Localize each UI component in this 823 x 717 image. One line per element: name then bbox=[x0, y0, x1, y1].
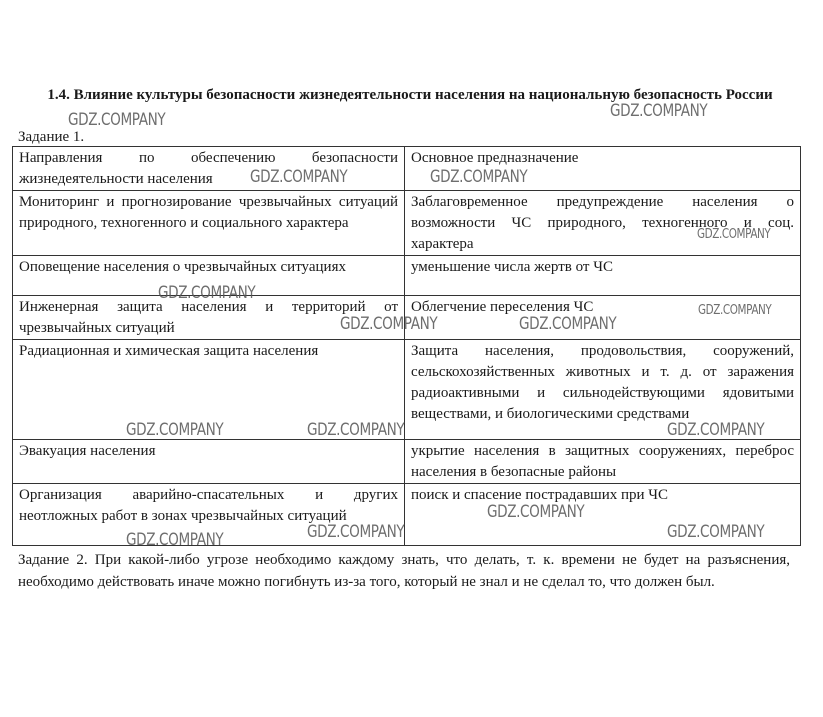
watermark: GDZ.COMPANY bbox=[307, 522, 405, 542]
purpose-cell: Основное предназначение bbox=[405, 147, 801, 191]
table-row bbox=[13, 191, 801, 256]
direction-cell: Мониторинг и прогнозирование чрезвычайных ситуаций природного, техногенного и социального характера bbox=[13, 191, 405, 256]
watermark: GDZ.COMPANY bbox=[698, 303, 772, 318]
direction-cell: Организация аварийно-спасательных и других неотложных работ в зонах чрезвычайных ситуаций bbox=[13, 484, 405, 546]
watermark: GDZ.COMPANY bbox=[667, 522, 765, 542]
section-heading: 1.4. Влияние культуры безопасности жизнедеятельности населения на национальную безопасность России bbox=[47, 87, 773, 103]
purpose-cell: Защита населения, продовольствия, сооружений, сельскохозяйственных животных и т. д. от заражения радиоактивными и сильнодействующими ядовитыми веществами, и биологическими средствами bbox=[405, 340, 801, 440]
table-row bbox=[13, 440, 801, 484]
direction-cell: Оповещение населения о чрезвычайных ситуациях bbox=[13, 256, 405, 296]
watermark: GDZ.COMPANY bbox=[68, 110, 166, 130]
watermark: GDZ.COMPANY bbox=[126, 530, 224, 550]
table-row bbox=[13, 147, 801, 191]
purpose-cell: уменьшение числа жертв от ЧС bbox=[405, 256, 801, 296]
purpose-cell: поиск и спасение пострадавших при ЧС bbox=[405, 484, 801, 546]
watermark: GDZ.COMPANY bbox=[340, 314, 438, 334]
watermark: GDZ.COMPANY bbox=[126, 420, 224, 440]
direction-cell: Направления по обеспечению безопасности жизнедеятельности населения bbox=[13, 147, 405, 191]
safety-directions-table bbox=[12, 146, 801, 546]
task1-label: Задание 1. bbox=[18, 129, 85, 145]
watermark: GDZ.COMPANY bbox=[519, 314, 617, 334]
purpose-cell: укрытие населения в защитных сооружениях, переброс населения в безопасные районы bbox=[405, 440, 801, 484]
watermark: GDZ.COMPANY bbox=[487, 502, 585, 522]
watermark: GDZ.COMPANY bbox=[610, 101, 708, 121]
watermark: GDZ.COMPANY bbox=[430, 167, 528, 187]
watermark: GDZ.COMPANY bbox=[307, 420, 405, 440]
table-row bbox=[13, 256, 801, 296]
watermark: GDZ.COMPANY bbox=[697, 227, 771, 242]
purpose-cell: Облегчение переселения ЧС bbox=[405, 296, 801, 340]
purpose-cell: Заблаговременное предупреждение населения о возможности ЧС природного, техногенного и соц. характера bbox=[405, 191, 801, 256]
watermark: GDZ.COMPANY bbox=[667, 420, 765, 440]
direction-cell: Инженерная защита населения и территорий от чрезвычайных ситуаций bbox=[13, 296, 405, 340]
watermark: GDZ.COMPANY bbox=[158, 283, 256, 303]
direction-cell: Радиационная и химическая защита населения bbox=[13, 340, 405, 440]
watermark: GDZ.COMPANY bbox=[250, 167, 348, 187]
task2-answer: Задание 2. При какой-либо угрозе необходимо каждому знать, что делать, т. к. времени не будет на разъяснения, необходимо действовать иначе можно погибнуть из-за того, который не знал и не сделал то, что должен был. bbox=[18, 552, 790, 590]
direction-cell: Эвакуация населения bbox=[13, 440, 405, 484]
